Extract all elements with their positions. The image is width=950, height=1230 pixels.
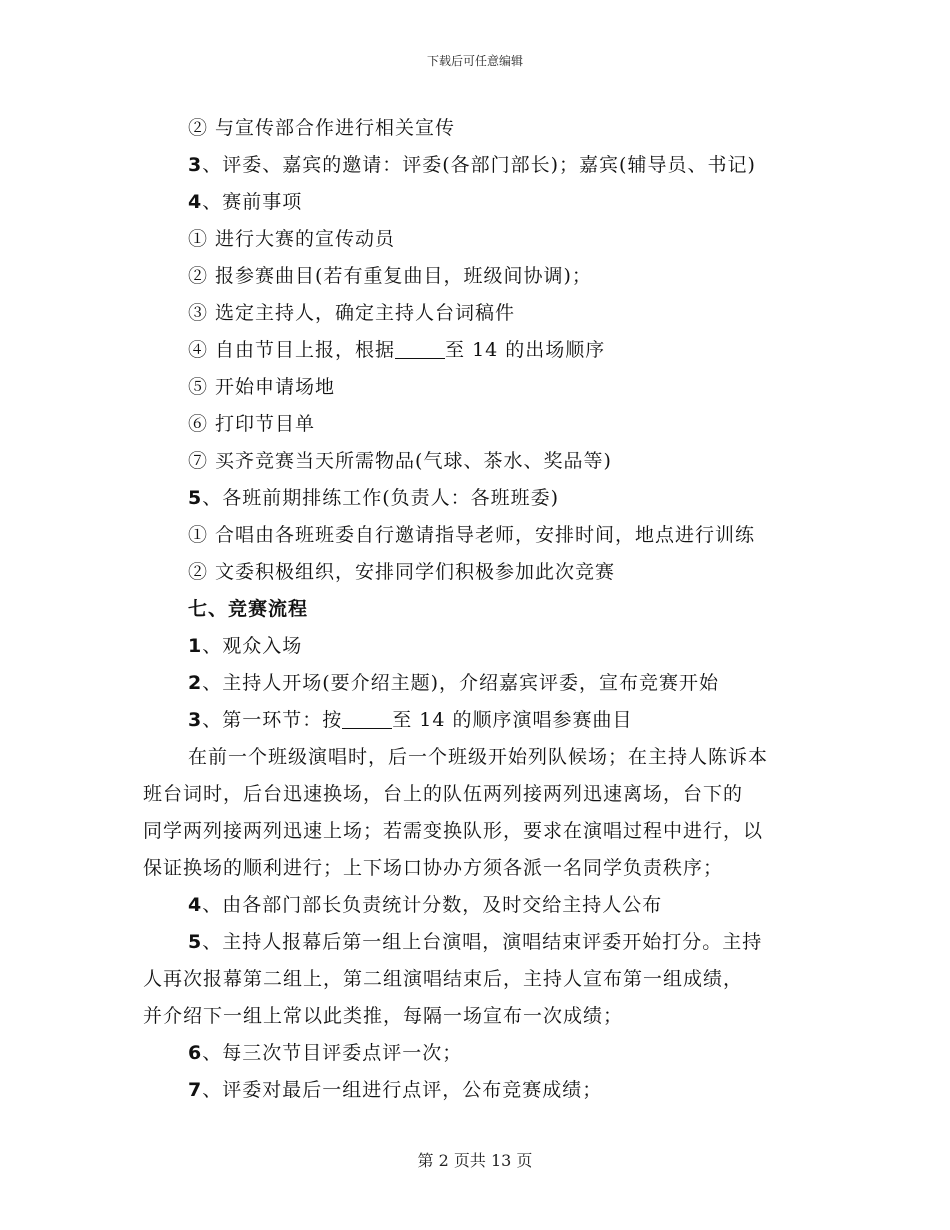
list-item: 5、各班前期排练工作(负责人：各班班委) — [188, 487, 560, 509]
list-item: 4、由各部门部长负责统计分数，及时交给主持人公布 — [188, 894, 663, 916]
paragraph-line: 同学两列接两列迅速上场；若需变换队形，要求在演唱过程中进行，以 — [143, 820, 764, 842]
list-item: ① 进行大赛的宣传动员 — [188, 228, 396, 250]
list-item: ② 文委积极组织，安排同学们积极参加此次竞赛 — [188, 561, 616, 583]
page-footer: 第 2 页共 13 页 — [417, 1151, 533, 1170]
fill-blank — [395, 338, 445, 359]
list-item: ④ 自由节目上报，根据 至 14 的出场顺序 — [188, 339, 606, 361]
list-item: 4、赛前事项 — [188, 191, 303, 213]
list-item: ③ 选定主持人，确定主持人台词稿件 — [188, 302, 516, 324]
list-item: 6、每三次节目评委点评一次； — [188, 1042, 463, 1064]
list-item: ① 合唱由各班班委自行邀请指导老师，安排时间，地点进行训练 — [188, 524, 756, 546]
list-item: ② 与宣传部合作进行相关宣传 — [188, 117, 456, 139]
list-item: ⑥ 打印节目单 — [188, 413, 316, 435]
paragraph-line: 班台词时，后台迅速换场，台上的队伍两列接两列迅速离场，台下的 — [143, 783, 744, 805]
list-item: 3、第一环节：按 至 14 的顺序演唱参赛曲目 — [188, 709, 633, 731]
section-heading: 七、竞赛流程 — [188, 598, 309, 620]
page-header: 下载后可任意编辑 — [426, 54, 523, 68]
paragraph-line: 人再次报幕第二组上，第二组演唱结束后，主持人宣布第一组成绩， — [143, 968, 744, 990]
list-item: 7、评委对最后一组进行点评，公布竞赛成绩； — [188, 1079, 603, 1101]
fill-blank — [342, 708, 392, 729]
document-body — [143, 110, 823, 1109]
list-item: 3、评委、嘉宾的邀请：评委(各部门部长)；嘉宾(辅导员、书记) — [188, 154, 756, 176]
paragraph-line: 在前一个班级演唱时，后一个班级开始列队候场；在主持人陈诉本 — [188, 746, 769, 768]
list-item: 5、主持人报幕后第一组上台演唱，演唱结束评委开始打分。主持 — [188, 931, 763, 953]
paragraph-line: 并介绍下一组上常以此类推，每隔一场宣布一次成绩； — [143, 1005, 624, 1027]
list-item: ⑤ 开始申请场地 — [188, 376, 336, 398]
list-item: ② 报参赛曲目(若有重复曲目，班级间协调)； — [188, 265, 592, 287]
paragraph-line: 保证换场的顺利进行；上下场口协办方须各派一名同学负责秩序； — [143, 857, 724, 879]
list-item: 1、观众入场 — [188, 635, 303, 657]
list-item: ⑦ 买齐竞赛当天所需物品(气球、茶水、奖品等) — [188, 450, 612, 472]
list-item: 2、主持人开场(要介绍主题)，介绍嘉宾评委，宣布竞赛开始 — [188, 672, 720, 694]
